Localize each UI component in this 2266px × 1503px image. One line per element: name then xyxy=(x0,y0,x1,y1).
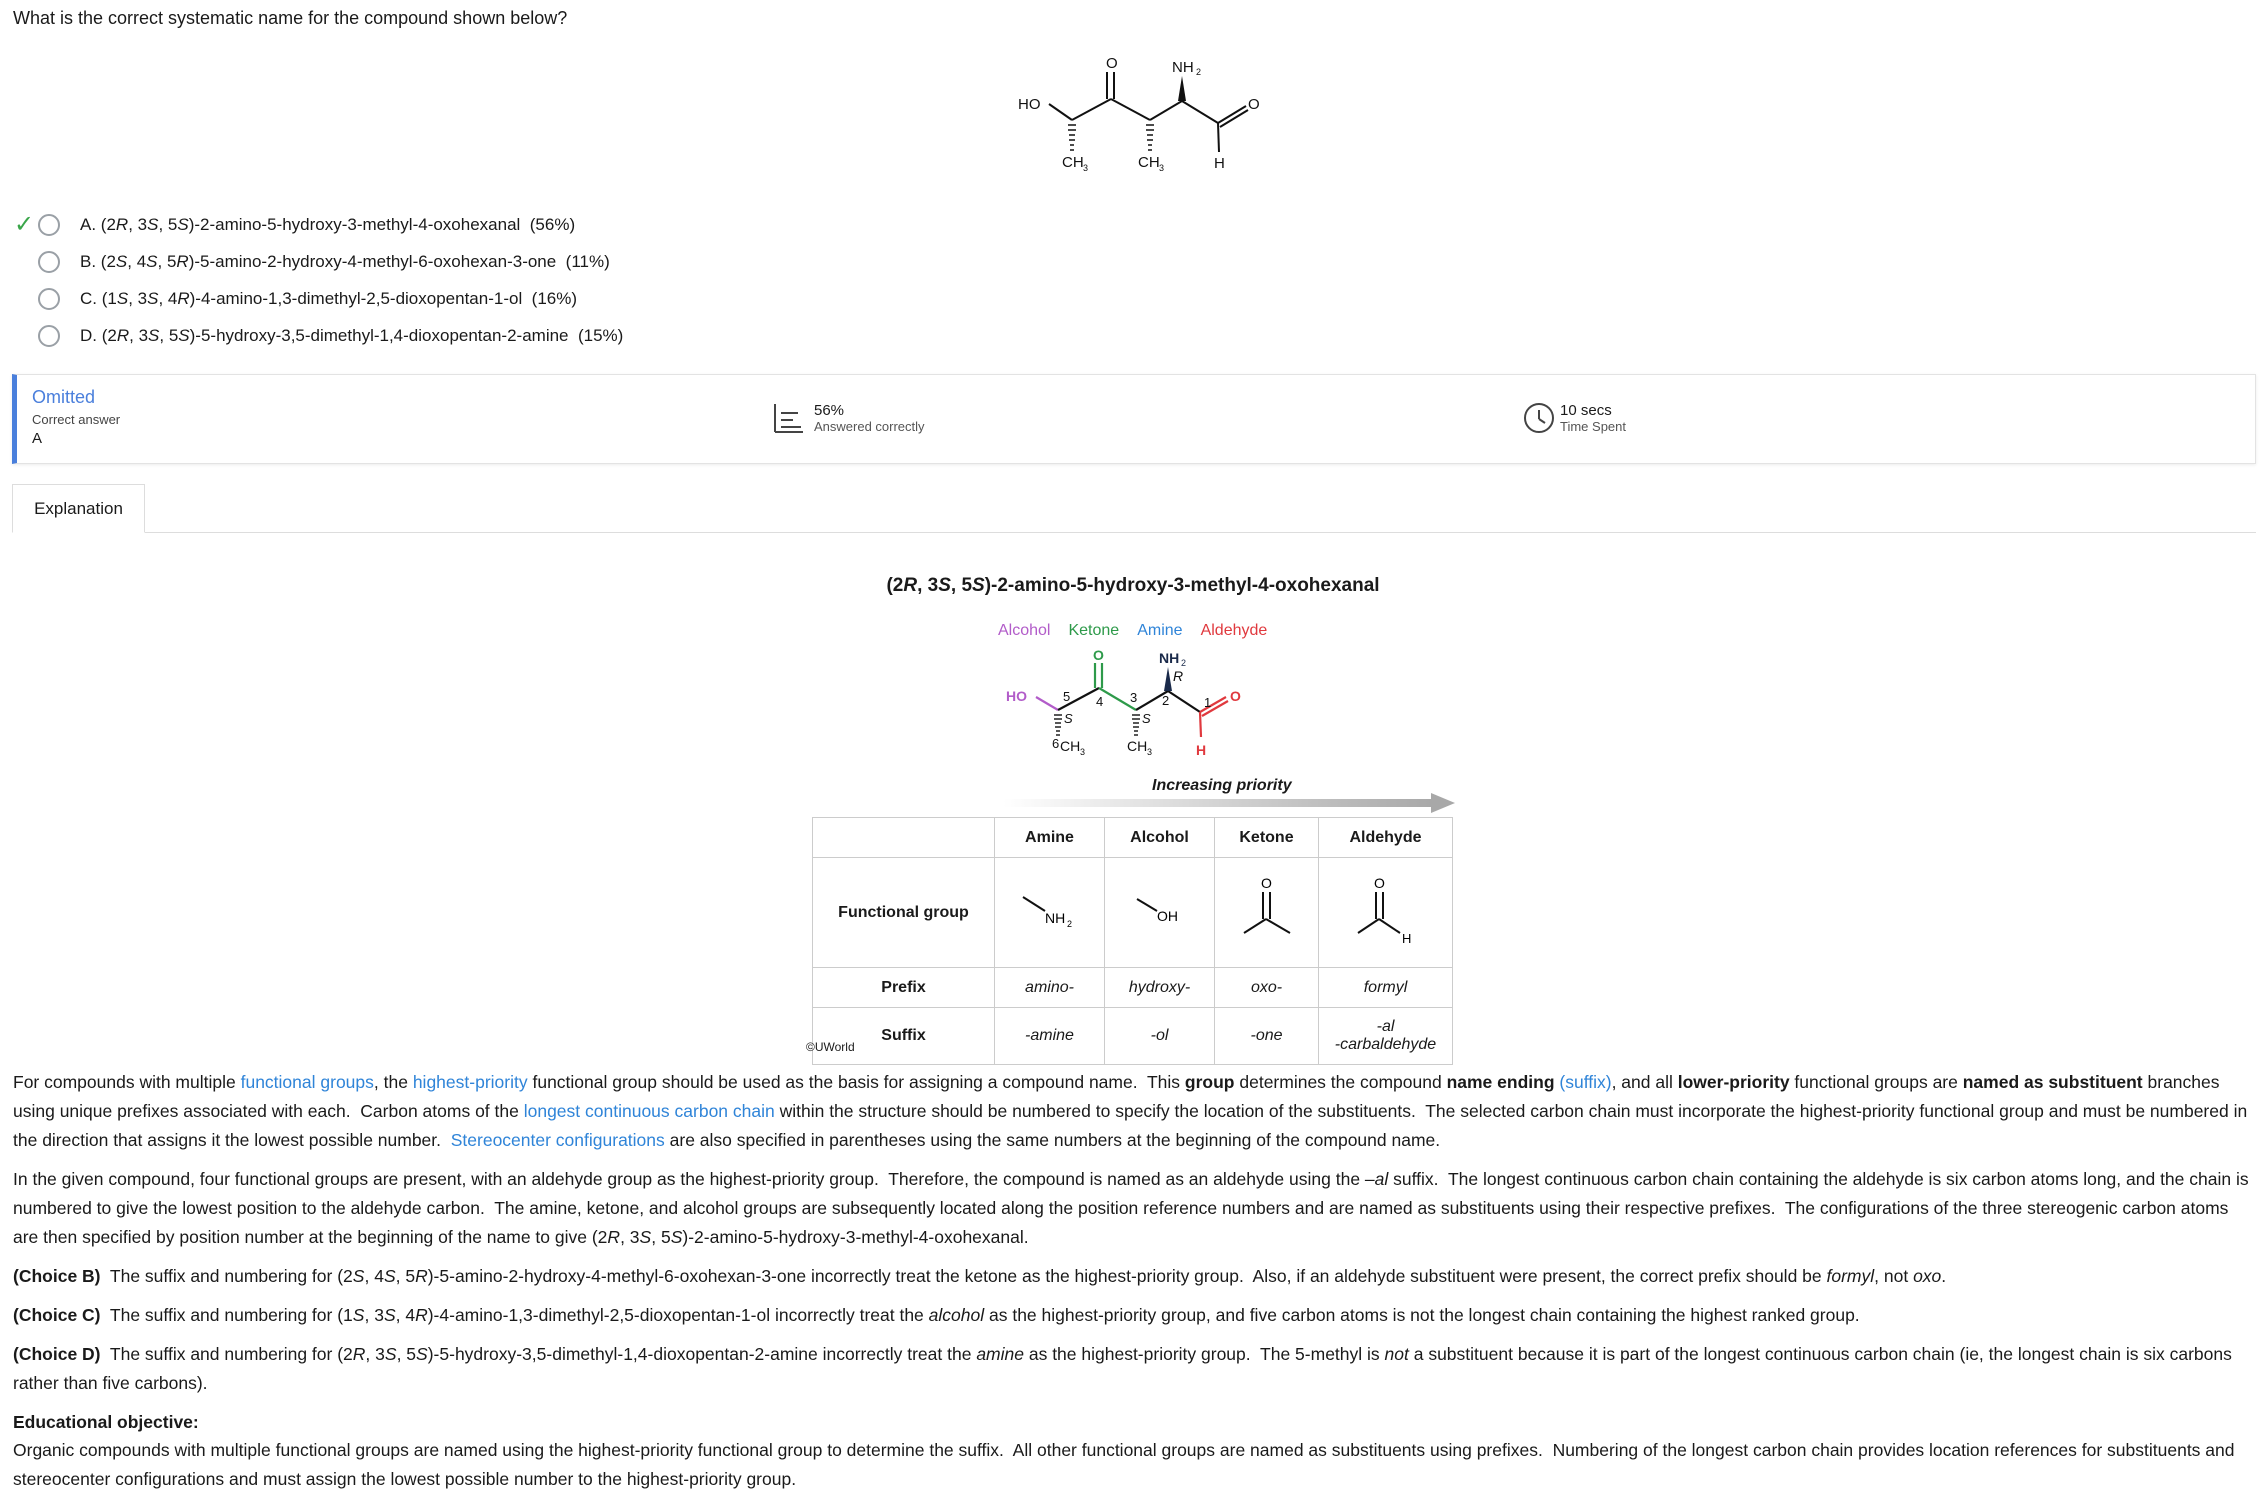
exp-ch3-sub: 3 xyxy=(1147,747,1153,757)
percent-value: 56% xyxy=(814,402,845,419)
row-functional-group: Functional group xyxy=(813,858,995,968)
mol-nh-label: NH xyxy=(1172,59,1194,76)
time-label: Time Spent xyxy=(1560,419,1626,434)
prefix-ketone: oxo- xyxy=(1215,968,1319,1008)
answer-choice[interactable] xyxy=(10,206,623,243)
question-molecule xyxy=(1010,52,1280,177)
svg-text:H: H xyxy=(1401,931,1411,945)
correct-answer-value: A xyxy=(32,430,43,447)
exp-ch6-sub: 3 xyxy=(1080,747,1086,757)
mol-ch2-sub: 3 xyxy=(1159,163,1165,173)
exp-n5: 5 xyxy=(1063,689,1071,704)
col-amine: Amine xyxy=(995,818,1105,858)
checkmark-icon: ✓ xyxy=(13,211,35,238)
exp-o-label: O xyxy=(1093,647,1104,663)
mol-ho-label: HO xyxy=(1018,96,1041,113)
choice-label: D. (2R, 3S, 5S)-5-hydroxy-3,5-dimethyl-1,4-dioxopentan-2-amine (15%) xyxy=(80,325,624,345)
result-stats xyxy=(12,374,2256,464)
exp-s3-label: S xyxy=(1142,711,1151,726)
suffix-ketone: -one xyxy=(1215,1008,1319,1065)
mol-ch2-label: CH xyxy=(1138,154,1160,171)
exp-h-label: H xyxy=(1196,742,1207,758)
radio-button[interactable] xyxy=(38,251,60,273)
suffix-aldehyde: -al -carbaldehyde xyxy=(1319,1008,1453,1065)
row-prefix: Prefix xyxy=(813,968,995,1008)
svg-text:NH: NH xyxy=(1044,910,1065,926)
col-ketone: Ketone xyxy=(1215,818,1319,858)
suffix-alcohol: -ol xyxy=(1105,1008,1215,1065)
answer-choice[interactable] xyxy=(10,243,623,280)
priority-label: Increasing priority xyxy=(1152,777,1292,794)
exp-s5-label: S xyxy=(1064,711,1073,726)
exp-ch6-label: CH xyxy=(1060,738,1081,754)
choice-label: A. (2R, 3S, 5S)-2-amino-5-hydroxy-3-methyl-4-oxohexanal (56%) xyxy=(80,214,576,234)
educational-objective-label: Educational objective: xyxy=(13,1412,199,1432)
mol-o-label: O xyxy=(1106,55,1118,72)
mol-o2-label: O xyxy=(1248,96,1260,113)
choice-label: C. (1S, 3S, 4R)-4-amino-1,3-dimethyl-2,5-dioxopentan-1-ol (16%) xyxy=(80,288,578,308)
time-spent xyxy=(1522,401,1626,435)
mol-ch-sub: 3 xyxy=(1083,163,1089,173)
bar-chart-icon xyxy=(772,401,806,435)
svg-text:O: O xyxy=(1260,875,1272,891)
prefix-aldehyde: formyl xyxy=(1319,968,1453,1008)
priority-arrow xyxy=(1003,793,1455,813)
explanation-paragraph-2: In the given compound, four functional groups are present, with an aldehyde group as the highest-priority group. Therefore, the compound is named as an aldehyde using the –al suffix. The longest continuous carbon chain containing the aldehyde is six carbon atoms long, and the chain is numbered to give the lowest position to the aldehyde carbon. The amine, ketone, and alcohol groups are subsequently located along the position reference numbers and are named as substituents using their respective prefixes. The configurations of the three stereogenic carbon atoms are then specified by position number at the beginning of the name to give (2R, 3S, 5S)-2-amino-5-hydroxy-3-methyl-4-oxohexanal. xyxy=(13,1169,2249,1247)
exp-nh-label: NH xyxy=(1159,650,1180,666)
explanation-title: (2R, 3S, 5S)-2-amino-5-hydroxy-3-methyl-4-oxohexanal xyxy=(886,575,1380,596)
exp-ho-label: HO xyxy=(1006,688,1027,704)
prefix-alcohol: hydroxy- xyxy=(1105,968,1215,1008)
exp-r-label: R xyxy=(1173,668,1184,684)
functional-group-table xyxy=(812,817,1453,1065)
col-aldehyde: Aldehyde xyxy=(1319,818,1453,858)
choice-c-explanation: (Choice C) The suffix and numbering for (1S, 3S, 4R)-4-amino-1,3-dimethyl-2,5-dioxopentan-1-ol incorrectly treat the alcohol as the highest-priority group, and five carbon atoms is not the longest chain containing the highest ranked group. xyxy=(13,1305,1860,1325)
answer-choice[interactable] xyxy=(10,317,623,354)
exp-nh-sub: 2 xyxy=(1181,658,1187,668)
aldehyde-structure xyxy=(1319,858,1453,968)
ketone-structure xyxy=(1215,858,1319,968)
clock-icon xyxy=(1522,401,1556,435)
educational-objective-text: Organic compounds with multiple functional groups are named using the highest-priority functional group to determine the suffix. All other functional groups are named as substituents using prefixes. Numbering of the longest carbon chain provides location references for substituents and stereocenter configurations and must assign the lowest possible number to the highest-priority group. xyxy=(13,1440,2235,1489)
row-suffix: Suffix xyxy=(813,1008,995,1065)
radio-button[interactable] xyxy=(38,214,60,236)
status-omitted: Omitted xyxy=(32,387,96,407)
svg-text:O: O xyxy=(1373,875,1385,891)
svg-text:2: 2 xyxy=(1066,919,1072,929)
amine-structure xyxy=(995,858,1105,968)
exp-n2: 2 xyxy=(1162,693,1170,708)
explanation-molecule xyxy=(1000,645,1270,765)
exp-ch3-label: CH xyxy=(1127,738,1148,754)
tab-divider xyxy=(12,532,2256,533)
suffix-amine: -amine xyxy=(995,1008,1105,1065)
alcohol-structure xyxy=(1105,858,1215,968)
legend-aldehyde: Aldehyde xyxy=(1200,622,1268,639)
answer-choices xyxy=(10,206,623,354)
copyright: ©UWorld xyxy=(806,1040,855,1054)
col-alcohol: Alcohol xyxy=(1105,818,1215,858)
percent-label: Answered correctly xyxy=(814,419,925,434)
mol-ch-label: CH xyxy=(1062,154,1084,171)
radio-button[interactable] xyxy=(38,288,60,310)
functional-group-legend xyxy=(998,622,1267,640)
answer-choice[interactable] xyxy=(10,280,623,317)
svg-text:OH: OH xyxy=(1156,908,1178,924)
choice-label: B. (2S, 4S, 5R)-5-amino-2-hydroxy-4-methyl-6-oxohexan-3-one (11%) xyxy=(80,251,610,271)
legend-amine: Amine xyxy=(1137,622,1183,639)
mol-nh-sub: 2 xyxy=(1196,67,1202,77)
legend-ketone: Ketone xyxy=(1068,622,1120,639)
exp-n3: 3 xyxy=(1130,690,1138,705)
tab-explanation[interactable]: Explanation xyxy=(12,484,145,533)
percent-correct xyxy=(772,401,925,435)
choice-b-explanation: (Choice B) The suffix and numbering for (2S, 4S, 5R)-5-amino-2-hydroxy-4-methyl-6-oxohexan-3-one incorrectly treat the ketone as the highest-priority group. Also, if an aldehyde substituent were present, the correct prefix should be formyl, not oxo. xyxy=(13,1266,1947,1286)
legend-alcohol: Alcohol xyxy=(998,622,1051,639)
exp-o2-label: O xyxy=(1230,688,1241,704)
mol-h-label: H xyxy=(1214,155,1225,172)
question-text: What is the correct systematic name for the compound shown below? xyxy=(13,8,568,28)
exp-n6: 6 xyxy=(1052,736,1060,751)
exp-n1: 1 xyxy=(1204,695,1212,710)
correct-answer-label: Correct answer xyxy=(32,412,121,427)
choice-d-explanation: (Choice D) The suffix and numbering for (2R, 3S, 5S)-5-hydroxy-3,5-dimethyl-1,4-dioxopentan-2-amine incorrectly treat the amine as the highest-priority group. The 5-methyl is not a substituent because it is part of the longest continuous carbon chain (ie, the longest chain is six carbons rather than five carbons). xyxy=(13,1344,2232,1393)
time-value: 10 secs xyxy=(1560,402,1612,419)
radio-button[interactable] xyxy=(38,325,60,347)
explanation-paragraph-1: For compounds with multiple functional groups, the highest-priority functional group should be used as the basis for assigning a compound name. This group determines the compound name ending (suffix), and all lower-priority functional groups are named as substituent branches using unique prefixes associated with each. Carbon atoms of the longest continuous carbon chain within the structure should be numbered to specify the location of the substituents. The selected carbon chain must incorporate the highest-priority functional group and must be numbered in the direction that assigns it the lowest possible number. Stereocenter configurations are also specified in parentheses using the same numbers at the beginning of the compound name. xyxy=(13,1072,2248,1150)
exp-n4: 4 xyxy=(1096,694,1104,709)
prefix-amine: amino- xyxy=(995,968,1105,1008)
